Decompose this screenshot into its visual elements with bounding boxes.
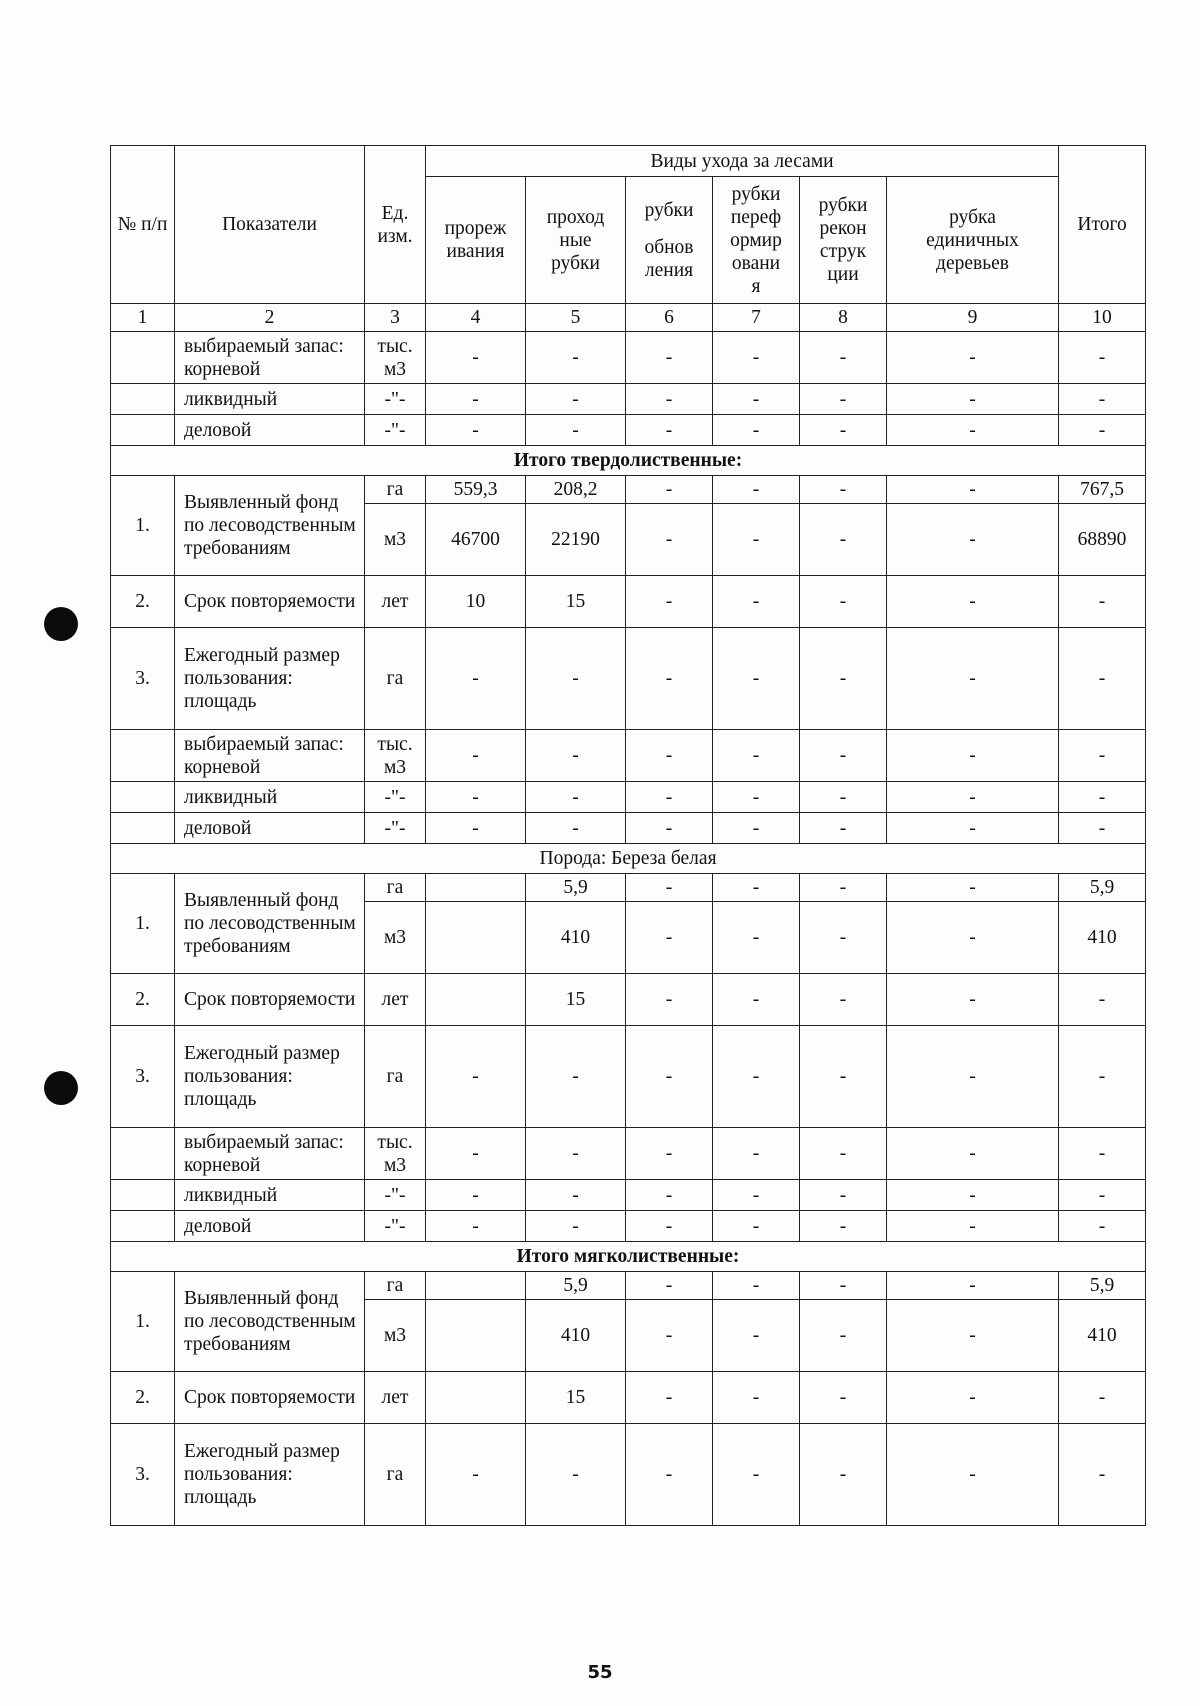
table-row xyxy=(111,782,1146,813)
value-cell: - xyxy=(713,576,800,628)
column-number: 2 xyxy=(175,304,365,332)
value-cell: - xyxy=(1059,1180,1146,1211)
value-cell: - xyxy=(713,813,800,844)
indicator-name: Срок повторяемости xyxy=(175,1372,365,1424)
header-type-line: проход xyxy=(546,206,605,228)
value-cell: - xyxy=(713,782,800,813)
value-cell: - xyxy=(426,730,526,782)
value-cell: 767,5 xyxy=(1059,476,1146,504)
value-cell: - xyxy=(1059,415,1146,446)
unit-cell: лет xyxy=(365,1372,426,1424)
value-cell: - xyxy=(1059,1128,1146,1180)
header-type-line xyxy=(629,222,709,236)
value-cell: - xyxy=(887,504,1059,576)
value-cell: - xyxy=(1059,813,1146,844)
value-cell: - xyxy=(426,1026,526,1128)
value-cell: - xyxy=(526,1026,626,1128)
value-cell: 410 xyxy=(1059,1300,1146,1372)
value-cell: - xyxy=(426,813,526,844)
value-cell: - xyxy=(800,974,887,1026)
table-row xyxy=(111,576,1146,628)
value-cell: - xyxy=(800,476,887,504)
header-type-line: обнов xyxy=(644,236,694,258)
value-cell: - xyxy=(626,782,713,813)
value-cell: - xyxy=(887,332,1059,384)
value-cell: - xyxy=(800,504,887,576)
section-title: Порода: Береза белая xyxy=(111,844,1146,874)
value-cell: - xyxy=(887,1211,1059,1242)
indicator-name: выбираемый запас: корневой xyxy=(175,730,365,782)
value-cell: - xyxy=(526,1424,626,1526)
value-cell: - xyxy=(887,628,1059,730)
section-title: Итого мягколиственные: xyxy=(111,1242,1146,1272)
header-col-unit: Ед. изм. xyxy=(365,146,426,304)
header-type-line: ивания xyxy=(446,241,505,262)
table-header xyxy=(111,146,1146,332)
value-cell: - xyxy=(713,332,800,384)
value-cell: - xyxy=(887,415,1059,446)
header-type-line: рубка xyxy=(949,206,996,228)
row-number xyxy=(111,730,175,782)
value-cell: - xyxy=(1059,1026,1146,1128)
value-cell: - xyxy=(1059,974,1146,1026)
value-cell: - xyxy=(626,1272,713,1300)
indicator-name: Ежегодный размер пользования: площадь xyxy=(175,628,365,730)
unit-cell: -"- xyxy=(365,813,426,844)
value-cell: - xyxy=(626,332,713,384)
unit-cell: -"- xyxy=(365,415,426,446)
value-cell: - xyxy=(800,576,887,628)
column-number: 6 xyxy=(626,304,713,332)
value-cell: - xyxy=(887,782,1059,813)
value-cell: - xyxy=(713,415,800,446)
unit-cell: м3 xyxy=(365,1300,426,1372)
value-cell: - xyxy=(626,476,713,504)
value-cell: - xyxy=(713,1424,800,1526)
header-type-line: деревьев xyxy=(936,252,1009,274)
row-number: 1. xyxy=(111,476,175,576)
header-type-line: переф xyxy=(730,206,782,228)
value-cell xyxy=(426,1300,526,1372)
value-cell: - xyxy=(713,1300,800,1372)
table-row xyxy=(111,628,1146,730)
punch-hole-mark xyxy=(44,607,78,641)
value-cell: - xyxy=(800,1372,887,1424)
value-cell: - xyxy=(1059,384,1146,415)
header-type-line: рубки xyxy=(551,252,600,274)
value-cell: - xyxy=(526,384,626,415)
unit-cell: тыс. м3 xyxy=(365,730,426,782)
value-cell xyxy=(426,1272,526,1300)
value-cell: - xyxy=(626,1180,713,1211)
indicator-name: ликвидный xyxy=(175,1180,365,1211)
value-cell: - xyxy=(426,415,526,446)
header-type-line: рубки xyxy=(731,183,781,205)
value-cell: 46700 xyxy=(426,504,526,576)
header-type-line: рубки xyxy=(644,199,694,221)
section-row xyxy=(111,446,1146,476)
row-number xyxy=(111,415,175,446)
header-type-line: овани xyxy=(731,252,781,274)
value-cell: - xyxy=(626,1424,713,1526)
value-cell: 5,9 xyxy=(1059,1272,1146,1300)
value-cell: - xyxy=(887,974,1059,1026)
header-type-4 xyxy=(713,177,800,304)
header-type-line: рубки xyxy=(818,195,868,216)
header-type-line: я xyxy=(751,275,761,297)
unit-cell: тыс. м3 xyxy=(365,1128,426,1180)
value-cell: - xyxy=(626,974,713,1026)
section-title: Итого твердолиственные: xyxy=(111,446,1146,476)
row-number: 3. xyxy=(111,1026,175,1128)
value-cell xyxy=(426,874,526,902)
header-type-line: ления xyxy=(644,259,694,281)
indicator-name: деловой xyxy=(175,415,365,446)
value-cell: - xyxy=(1059,628,1146,730)
value-cell: - xyxy=(713,476,800,504)
section-row xyxy=(111,844,1146,874)
value-cell: 5,9 xyxy=(1059,874,1146,902)
unit-cell: тыс. м3 xyxy=(365,332,426,384)
value-cell: - xyxy=(426,628,526,730)
header-type-5 xyxy=(800,177,887,304)
value-cell: - xyxy=(1059,1372,1146,1424)
value-cell: - xyxy=(626,874,713,902)
value-cell: - xyxy=(713,1272,800,1300)
value-cell: - xyxy=(526,1211,626,1242)
value-cell: - xyxy=(713,1180,800,1211)
column-number: 1 xyxy=(111,304,175,332)
value-cell: - xyxy=(800,1272,887,1300)
value-cell: - xyxy=(713,1026,800,1128)
table-row xyxy=(111,332,1146,384)
value-cell: - xyxy=(800,1424,887,1526)
value-cell: - xyxy=(626,1300,713,1372)
unit-cell: га xyxy=(365,1424,426,1526)
value-cell: - xyxy=(887,384,1059,415)
value-cell: - xyxy=(887,476,1059,504)
value-cell: - xyxy=(800,730,887,782)
row-number: 2. xyxy=(111,576,175,628)
punch-hole-mark xyxy=(44,1071,78,1105)
indicator-name: выбираемый запас: корневой xyxy=(175,1128,365,1180)
value-cell: 208,2 xyxy=(526,476,626,504)
value-cell: - xyxy=(626,628,713,730)
table-row xyxy=(111,1372,1146,1424)
column-number: 5 xyxy=(526,304,626,332)
row-number: 2. xyxy=(111,1372,175,1424)
indicator-name: выбираемый запас: корневой xyxy=(175,332,365,384)
unit-cell: -"- xyxy=(365,384,426,415)
value-cell: 410 xyxy=(526,1300,626,1372)
value-cell: - xyxy=(1059,1211,1146,1242)
table-row xyxy=(111,1272,1146,1300)
value-cell: - xyxy=(626,1128,713,1180)
value-cell: - xyxy=(713,730,800,782)
header-type-line: ции xyxy=(827,264,859,285)
value-cell: - xyxy=(626,1026,713,1128)
value-cell: - xyxy=(887,1424,1059,1526)
column-number: 10 xyxy=(1059,304,1146,332)
value-cell xyxy=(426,974,526,1026)
table-row xyxy=(111,1026,1146,1128)
value-cell: - xyxy=(426,1180,526,1211)
indicator-name: Ежегодный размер пользования: площадь xyxy=(175,1424,365,1526)
unit-cell: лет xyxy=(365,974,426,1026)
section-row xyxy=(111,1242,1146,1272)
indicator-name: ликвидный xyxy=(175,782,365,813)
unit-cell: -"- xyxy=(365,782,426,813)
header-type-2 xyxy=(526,177,626,304)
row-number xyxy=(111,782,175,813)
header-type-line: рекон xyxy=(819,218,867,239)
value-cell: 15 xyxy=(526,974,626,1026)
header-type-line: ормир xyxy=(730,229,782,251)
value-cell: - xyxy=(426,384,526,415)
value-cell: - xyxy=(426,1424,526,1526)
value-cell: - xyxy=(1059,730,1146,782)
value-cell: - xyxy=(800,1128,887,1180)
row-number: 3. xyxy=(111,628,175,730)
value-cell: - xyxy=(887,874,1059,902)
value-cell: 410 xyxy=(526,902,626,974)
row-number xyxy=(111,1128,175,1180)
table-row xyxy=(111,1128,1146,1180)
value-cell: 68890 xyxy=(1059,504,1146,576)
indicator-name: Срок повторяемости xyxy=(175,576,365,628)
header-type-line: прореж xyxy=(444,218,507,239)
header-col-num: № п/п xyxy=(111,146,175,304)
value-cell: - xyxy=(526,628,626,730)
value-cell: 410 xyxy=(1059,902,1146,974)
value-cell: - xyxy=(713,902,800,974)
value-cell: 10 xyxy=(426,576,526,628)
value-cell: - xyxy=(713,874,800,902)
value-cell: - xyxy=(626,1372,713,1424)
value-cell: - xyxy=(800,902,887,974)
row-number: 3. xyxy=(111,1424,175,1526)
value-cell: - xyxy=(887,1272,1059,1300)
value-cell: - xyxy=(887,576,1059,628)
row-number xyxy=(111,1180,175,1211)
column-number: 7 xyxy=(713,304,800,332)
table-row xyxy=(111,384,1146,415)
row-number: 1. xyxy=(111,874,175,974)
value-cell: - xyxy=(526,730,626,782)
value-cell: - xyxy=(426,1211,526,1242)
value-cell: - xyxy=(887,1128,1059,1180)
value-cell: - xyxy=(887,813,1059,844)
unit-cell: м3 xyxy=(365,504,426,576)
table-row xyxy=(111,1211,1146,1242)
unit-cell: га xyxy=(365,476,426,504)
table-row xyxy=(111,415,1146,446)
value-cell: - xyxy=(800,782,887,813)
value-cell: - xyxy=(800,1211,887,1242)
value-cell: 5,9 xyxy=(526,874,626,902)
column-number: 4 xyxy=(426,304,526,332)
column-number: 8 xyxy=(800,304,887,332)
value-cell: 15 xyxy=(526,576,626,628)
indicator-name: деловой xyxy=(175,1211,365,1242)
value-cell: - xyxy=(626,902,713,974)
value-cell: - xyxy=(626,1211,713,1242)
row-number xyxy=(111,1211,175,1242)
value-cell: - xyxy=(626,384,713,415)
value-cell: - xyxy=(626,576,713,628)
indicator-name: деловой xyxy=(175,813,365,844)
value-cell: - xyxy=(526,813,626,844)
value-cell: - xyxy=(1059,1424,1146,1526)
value-cell: - xyxy=(887,1372,1059,1424)
value-cell: - xyxy=(800,415,887,446)
value-cell: - xyxy=(713,1211,800,1242)
value-cell: - xyxy=(713,384,800,415)
value-cell: - xyxy=(713,974,800,1026)
value-cell: - xyxy=(713,1128,800,1180)
value-cell: - xyxy=(800,628,887,730)
value-cell: 5,9 xyxy=(526,1272,626,1300)
value-cell: - xyxy=(800,332,887,384)
value-cell: - xyxy=(526,782,626,813)
unit-cell: -"- xyxy=(365,1180,426,1211)
unit-cell: га xyxy=(365,1272,426,1300)
indicator-name: Выявленный фонд по лесоводственным требованиям xyxy=(175,874,365,974)
value-cell: - xyxy=(800,1026,887,1128)
value-cell: - xyxy=(800,874,887,902)
value-cell: - xyxy=(1059,332,1146,384)
page-number: 55 xyxy=(587,1662,613,1683)
indicator-name: ликвидный xyxy=(175,384,365,415)
unit-cell: га xyxy=(365,874,426,902)
value-cell: - xyxy=(1059,782,1146,813)
indicator-name: Ежегодный размер пользования: площадь xyxy=(175,1026,365,1128)
column-number: 3 xyxy=(365,304,426,332)
row-number xyxy=(111,332,175,384)
header-type-3 xyxy=(626,177,713,304)
unit-cell: -"- xyxy=(365,1211,426,1242)
value-cell: - xyxy=(626,730,713,782)
value-cell xyxy=(426,902,526,974)
value-cell xyxy=(426,1372,526,1424)
table-row xyxy=(111,730,1146,782)
table-row xyxy=(111,813,1146,844)
value-cell: - xyxy=(426,1128,526,1180)
header-col-total: Итого xyxy=(1059,146,1146,304)
value-cell: 22190 xyxy=(526,504,626,576)
indicator-name: Выявленный фонд по лесоводственным требованиям xyxy=(175,1272,365,1372)
indicator-name: Выявленный фонд по лесоводственным требованиям xyxy=(175,476,365,576)
header-type-line: единичных xyxy=(926,229,1019,251)
value-cell: - xyxy=(800,1300,887,1372)
value-cell: - xyxy=(626,415,713,446)
value-cell: - xyxy=(800,813,887,844)
value-cell: - xyxy=(526,332,626,384)
value-cell: - xyxy=(800,1180,887,1211)
value-cell: - xyxy=(713,628,800,730)
header-col-indicator: Показатели xyxy=(175,146,365,304)
table-row xyxy=(111,476,1146,504)
value-cell: - xyxy=(626,813,713,844)
header-type-line: ные xyxy=(559,229,592,251)
value-cell: - xyxy=(526,415,626,446)
header-type-6 xyxy=(887,177,1059,304)
indicator-name: Срок повторяемости xyxy=(175,974,365,1026)
value-cell: - xyxy=(800,384,887,415)
value-cell: - xyxy=(713,1372,800,1424)
table-row xyxy=(111,1424,1146,1526)
value-cell: - xyxy=(526,1180,626,1211)
value-cell: - xyxy=(887,1026,1059,1128)
value-cell: - xyxy=(713,504,800,576)
unit-cell: га xyxy=(365,628,426,730)
table-row xyxy=(111,974,1146,1026)
value-cell: 15 xyxy=(526,1372,626,1424)
table-row xyxy=(111,874,1146,902)
value-cell: - xyxy=(887,902,1059,974)
header-group-title: Виды ухода за лесами xyxy=(426,146,1059,177)
unit-cell: м3 xyxy=(365,902,426,974)
row-number: 1. xyxy=(111,1272,175,1372)
value-cell: - xyxy=(426,332,526,384)
unit-cell: лет xyxy=(365,576,426,628)
row-number xyxy=(111,813,175,844)
forest-care-table xyxy=(110,145,1146,1526)
value-cell: - xyxy=(887,1180,1059,1211)
column-number: 9 xyxy=(887,304,1059,332)
header-type-1 xyxy=(426,177,526,304)
unit-cell: га xyxy=(365,1026,426,1128)
table-row xyxy=(111,1180,1146,1211)
value-cell: - xyxy=(626,504,713,576)
value-cell: - xyxy=(426,782,526,813)
value-cell: - xyxy=(526,1128,626,1180)
row-number: 2. xyxy=(111,974,175,1026)
value-cell: - xyxy=(887,730,1059,782)
value-cell: 559,3 xyxy=(426,476,526,504)
header-type-line: струк xyxy=(819,241,867,262)
row-number xyxy=(111,384,175,415)
value-cell: - xyxy=(887,1300,1059,1372)
value-cell: - xyxy=(1059,576,1146,628)
